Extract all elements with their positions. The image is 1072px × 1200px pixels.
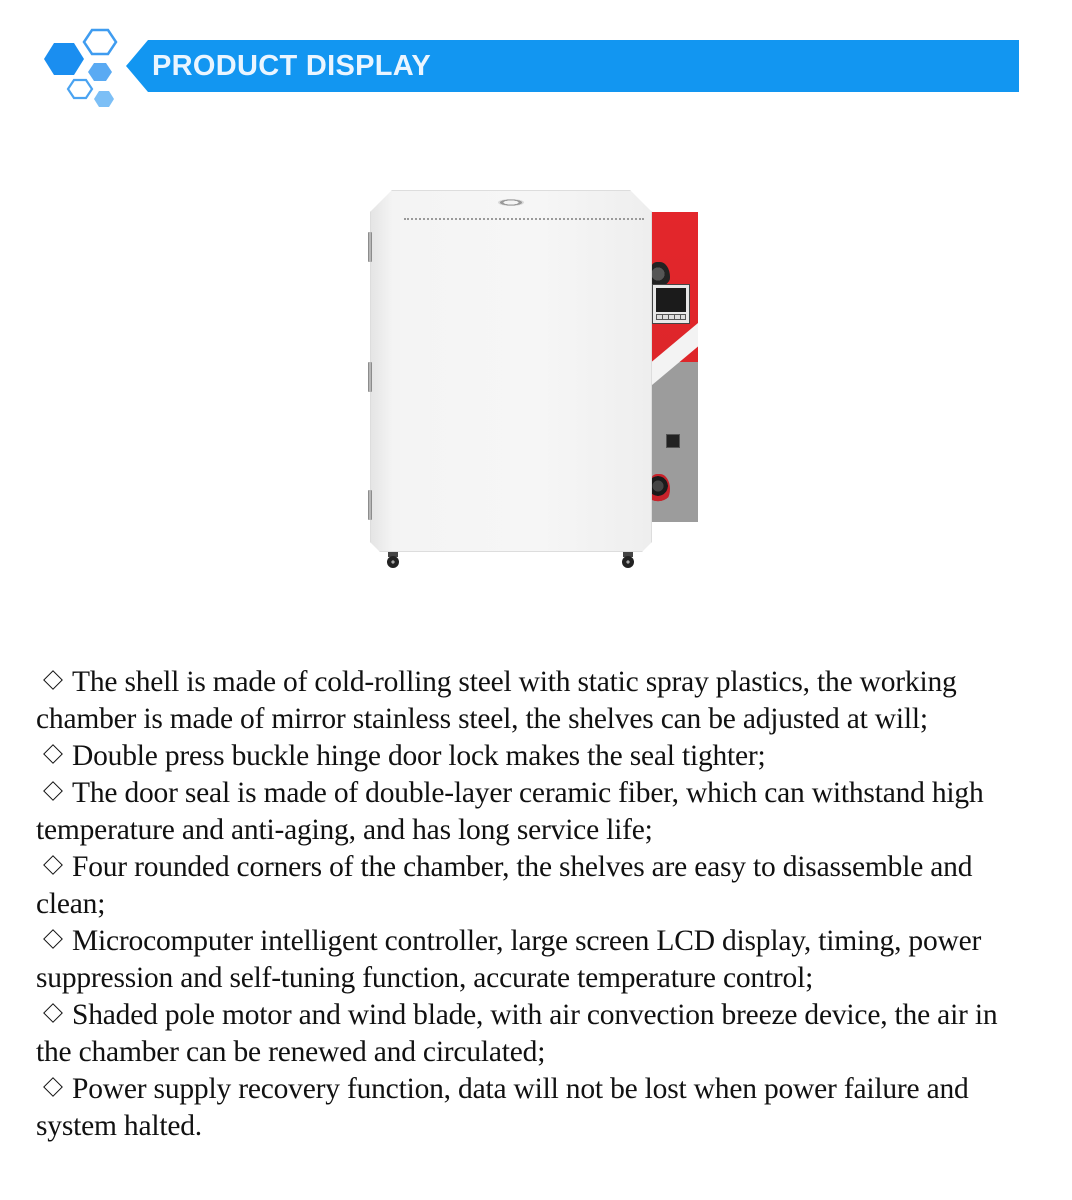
power-switch-icon	[666, 434, 680, 448]
feature-text: The shell is made of cold-rolling steel with static spray plastics, the working chamber is made of mirror stainless steel, the shelves can be adjusted at will;	[36, 666, 957, 735]
feature-list	[36, 664, 1036, 1145]
top-vent-icon	[498, 199, 524, 206]
feature-text: Microcomputer intelligent controller, large screen LCD display, timing, power suppression and self-tuning function, accurate temperature control;	[36, 925, 982, 994]
door-hinge-top	[368, 232, 372, 262]
caster-wheel-right	[620, 552, 636, 568]
banner-title: PRODUCT DISPLAY	[152, 50, 431, 82]
white-diamond-icon	[43, 929, 63, 949]
white-diamond-icon	[43, 744, 63, 764]
white-diamond-icon	[43, 670, 63, 690]
hexagon-cluster-icon	[38, 26, 138, 112]
feature-item	[36, 849, 1036, 923]
feature-text: Shaded pole motor and wind blade, with air convection breeze device, the air in the chamber can be renewed and circulated;	[36, 999, 998, 1068]
product-image	[360, 190, 705, 575]
white-diamond-icon	[43, 855, 63, 875]
white-diamond-icon	[43, 1003, 63, 1023]
feature-text: Power supply recovery function, data will not be lost when power failure and system halted.	[36, 1073, 969, 1142]
lcd-controller	[652, 284, 690, 324]
feature-item	[36, 923, 1036, 997]
feature-item	[36, 664, 1036, 738]
feature-item	[36, 1071, 1036, 1145]
feature-text: The door seal is made of double-layer ceramic fiber, which can withstand high temperature and anti-aging, and has long service life;	[36, 777, 984, 846]
section-header-banner	[38, 26, 1023, 112]
lcd-buttons	[656, 314, 686, 320]
cable-gland-bottom	[650, 474, 670, 504]
white-diamond-icon	[43, 1077, 63, 1097]
feature-text: Double press buckle hinge door lock makes the seal tighter;	[72, 740, 766, 772]
feature-text: Four rounded corners of the chamber, the shelves are easy to disassemble and clean;	[36, 851, 973, 920]
lcd-screen	[656, 288, 686, 312]
door-hinge-middle	[368, 362, 372, 392]
feature-item	[36, 997, 1036, 1071]
caster-wheel-left	[385, 552, 401, 568]
feature-item	[36, 738, 1036, 775]
door-hinge-bottom	[368, 490, 372, 520]
feature-item	[36, 775, 1036, 849]
door-seam-line	[404, 218, 644, 220]
oven-door	[370, 190, 652, 552]
white-diamond-icon	[43, 781, 63, 801]
